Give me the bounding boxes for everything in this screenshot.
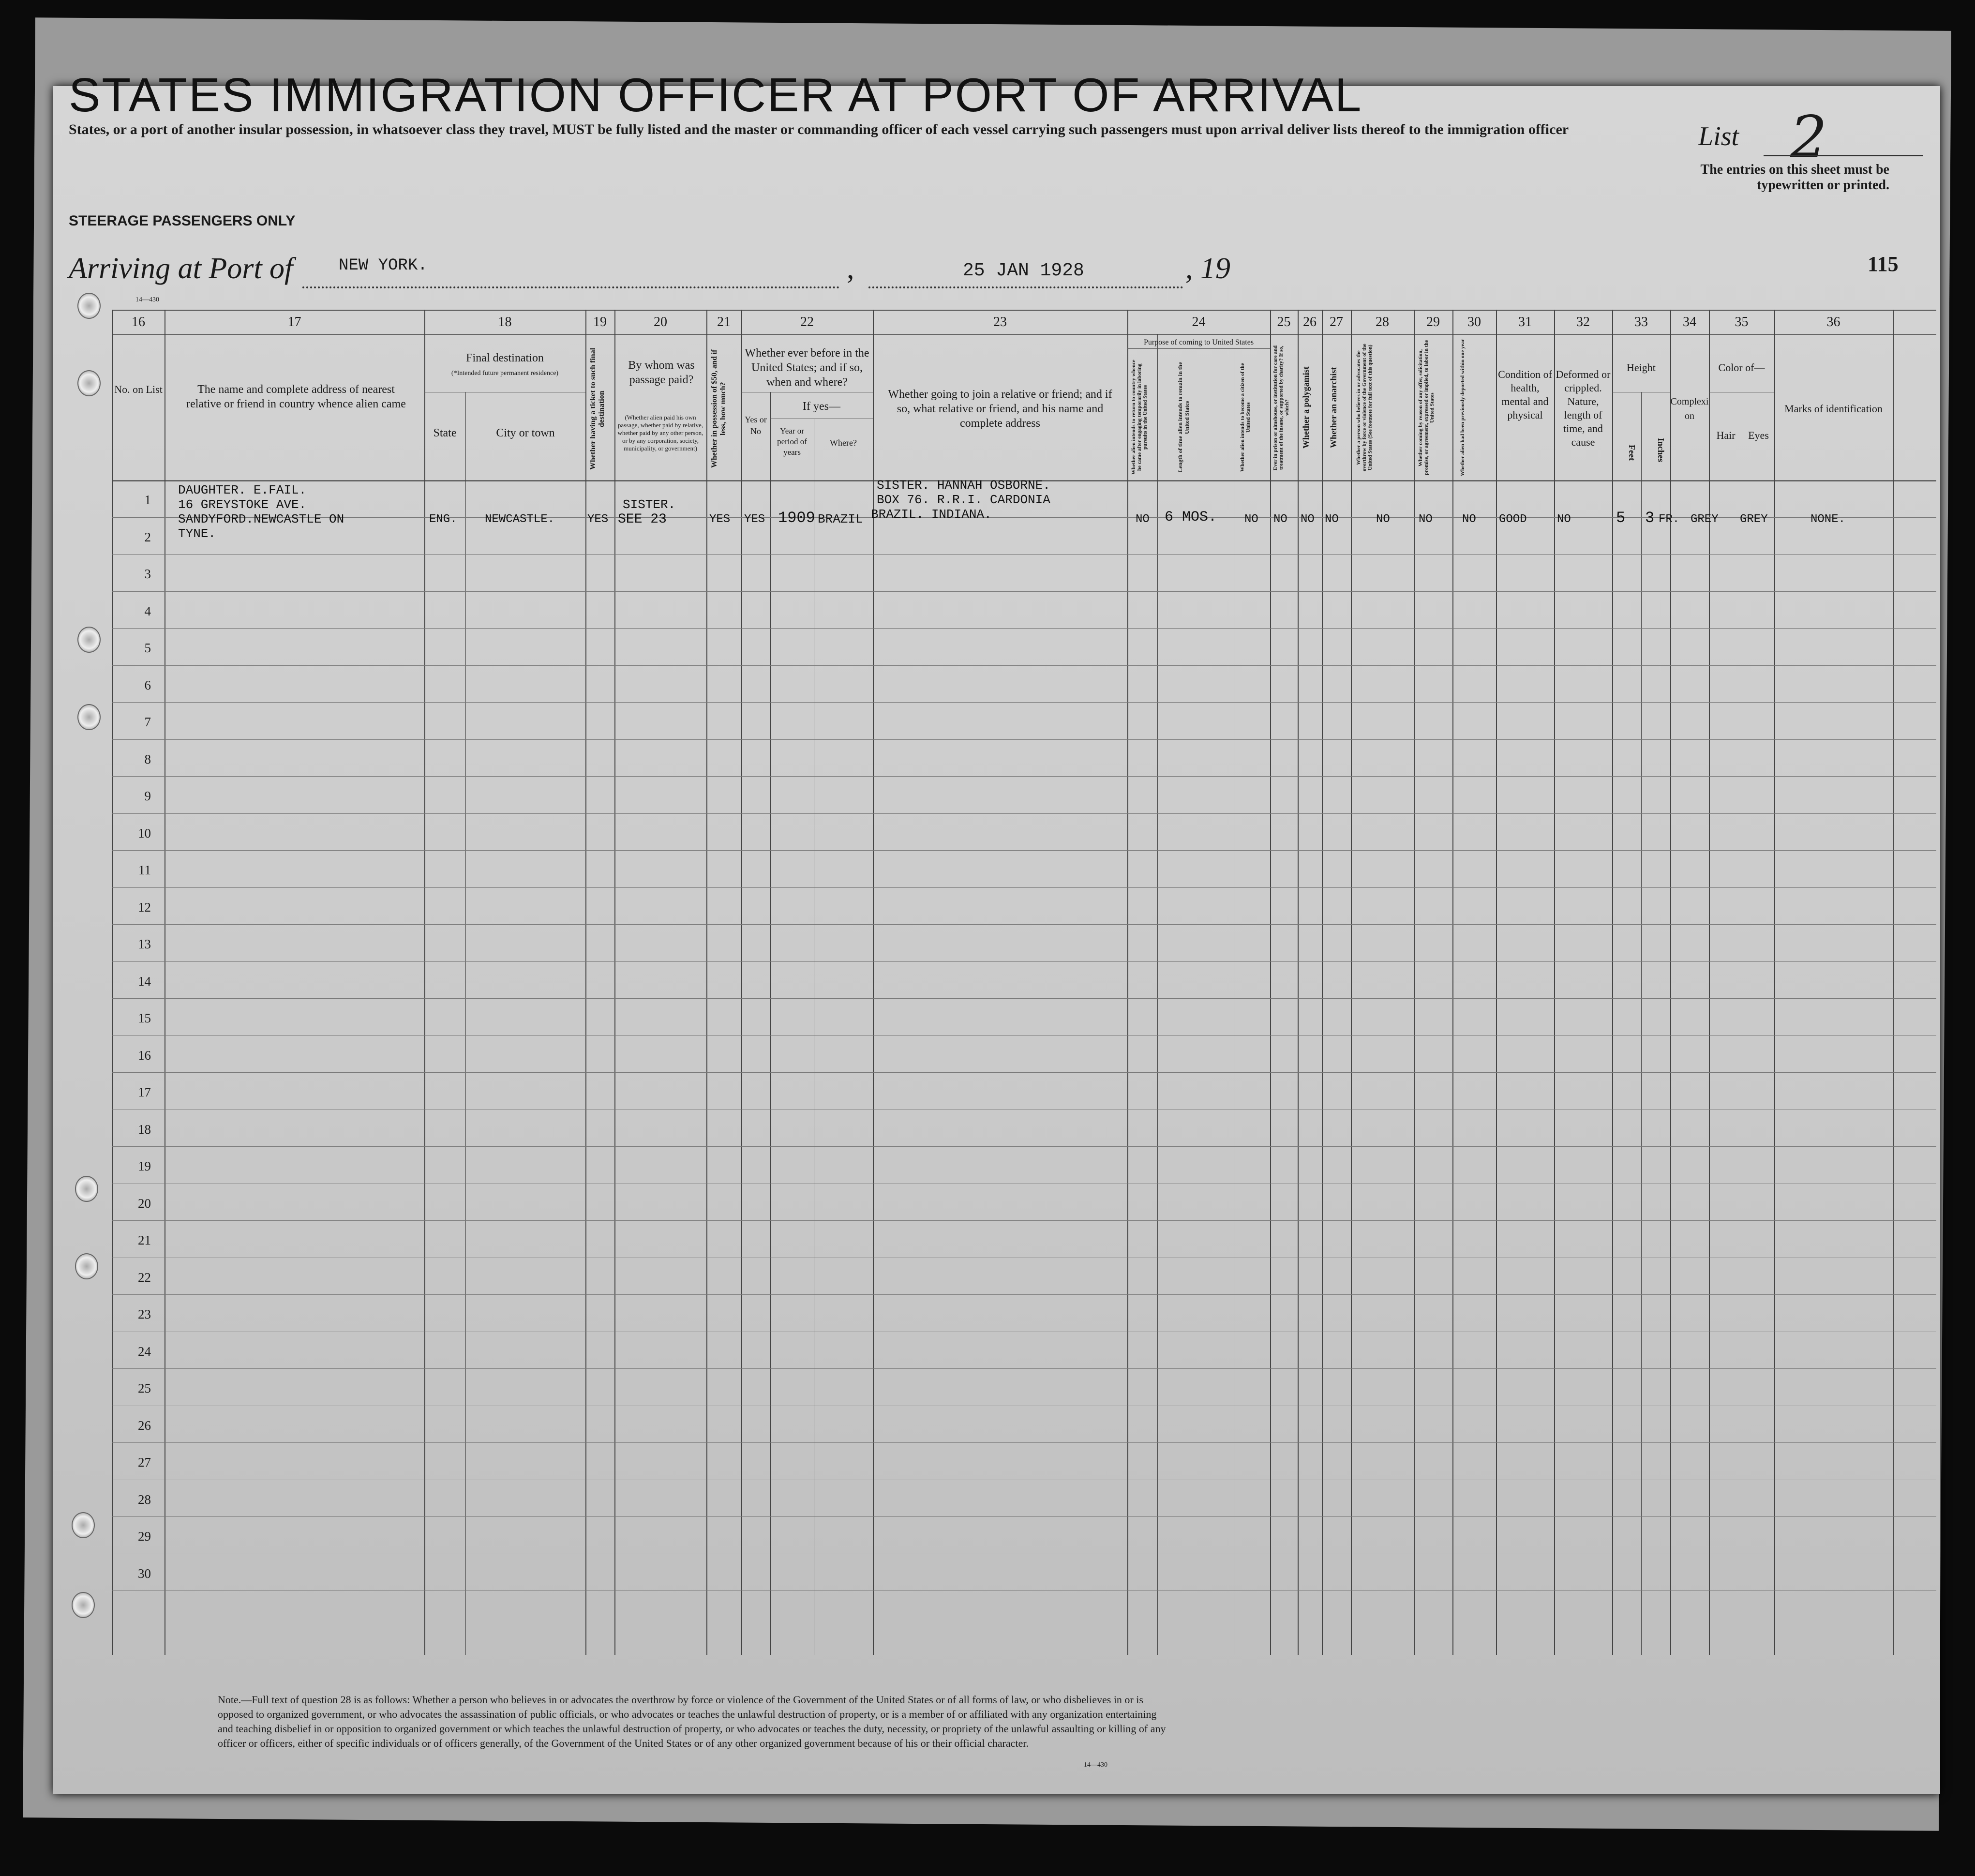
row-number: 28 (138, 1492, 151, 1507)
col-line (1322, 310, 1323, 1655)
header-length-of-stay: Length of time alien intends to remain in the United States (1177, 362, 1190, 473)
entry-state: ENG. (429, 513, 457, 526)
col-line (1270, 310, 1271, 1655)
row-number: 7 (144, 715, 151, 729)
punch-hole (72, 1592, 95, 1618)
row-number: 12 (138, 900, 151, 915)
header-anarchist: Whether an anarchist (1329, 367, 1338, 449)
entry-fifty: YES (709, 513, 731, 526)
column-number: 29 (1426, 315, 1440, 330)
header-state: State (433, 427, 457, 439)
table-row (112, 1072, 1936, 1073)
col-line (1351, 310, 1352, 1655)
header-passage-paid: By whom was passage paid? (628, 359, 695, 386)
column-number: 16 (132, 315, 145, 330)
header-join-relative: Whether going to join a relative or friend; and if so, what relative or friend, and his name and complete address (888, 388, 1112, 430)
table-row (112, 665, 1936, 666)
row-number: 2 (144, 529, 151, 544)
table-row (112, 850, 1936, 851)
table-row (112, 702, 1936, 703)
punch-hole (77, 293, 101, 319)
column-number: 26 (1303, 315, 1317, 330)
entry-ticket: YES (587, 513, 609, 526)
list-line (1764, 155, 1923, 156)
column-number: 17 (287, 315, 301, 330)
entry-join-3: BRAZIL. INDIANA. (871, 507, 992, 522)
header-ticket: Whether having a ticket to such final destination (589, 347, 606, 470)
row-number: 9 (144, 789, 151, 803)
col-line (1612, 310, 1613, 1655)
row-number: 10 (138, 825, 151, 840)
entry-citizen: NO (1244, 513, 1258, 526)
comma-separator: , (847, 252, 854, 285)
instruction-text: States, or a port of another insular possession, in whatsoever class they travel, MUST be fully listed and the master or commanding officer of each vessel carrying such passengers must upon arrival deliver lists thereof to the immigration officer (69, 121, 1569, 137)
column-number: 22 (800, 315, 814, 330)
header-ever-before: Whether ever before in the United States; and if so, when and where? (745, 347, 869, 389)
col-line (1298, 310, 1299, 1655)
col-line (706, 310, 707, 1655)
row-number: 3 (144, 567, 151, 581)
header-deported: Whether alien had been previously deported within one year (1460, 339, 1466, 477)
row-number: 27 (138, 1455, 151, 1470)
table-row (112, 924, 1936, 925)
table-row (112, 998, 1936, 999)
entry-length: 6 MOS. (1165, 509, 1217, 525)
table-row (112, 591, 1936, 592)
arrival-date: 25 JAN 1928 (963, 260, 1084, 281)
table-row (112, 1368, 1936, 1369)
entry-deported: NO (1462, 513, 1476, 526)
table-row (112, 628, 1936, 629)
header-if-yes: If yes— (803, 400, 840, 413)
entry-complexion: FR. (1659, 513, 1680, 526)
table-row (112, 1442, 1936, 1443)
column-number: 32 (1576, 315, 1590, 330)
header-overthrow: Whether a person who believes in or advocates the overthrow by force or violence of the Government of the United States (See footnote for full text of this question) (1356, 344, 1373, 472)
col-line (1774, 310, 1775, 1655)
header-intends-citizen: Whether alien intends to become a citizen of the United States (1240, 363, 1251, 472)
row-number: 5 (144, 641, 151, 655)
row-number: 24 (138, 1344, 151, 1359)
table-row (112, 1220, 1936, 1221)
list-number: 2 (1790, 104, 1827, 171)
header-health: Condition of health, mental and physical (1498, 368, 1552, 421)
passenger-class: STEERAGE PASSENGERS ONLY (69, 213, 296, 229)
row-number: 30 (138, 1566, 151, 1581)
column-number: 20 (654, 315, 667, 330)
entry-inches: 3 (1645, 509, 1655, 527)
table-row (112, 813, 1936, 814)
entry-relative-line4: TYNE. (178, 526, 216, 541)
table-row (112, 739, 1936, 740)
header-city: City or town (496, 427, 555, 439)
page-title: STATES IMMIGRATION OFFICER AT PORT OF ARRIVAL (69, 68, 1363, 121)
column-number: 33 (1634, 315, 1648, 330)
col-line (614, 310, 615, 1655)
row-number: 6 (144, 677, 151, 692)
header-color-of: Color of— (1718, 361, 1765, 374)
typewritten-note: The entries on this sheet must be typewritten or printed. (1700, 162, 1889, 193)
table-top-rule (112, 310, 1936, 311)
entry-deformed: NO (1557, 513, 1571, 526)
entry-prison: NO (1273, 513, 1287, 526)
column-number: 25 (1277, 315, 1291, 330)
entry-polygamist: NO (1301, 513, 1315, 526)
col-line (1414, 310, 1415, 1655)
col-line (465, 392, 466, 1655)
port-value: NEW YORK. (339, 256, 428, 275)
punch-hole (75, 1176, 98, 1202)
column-number: 31 (1518, 315, 1532, 330)
header-where: Where? (830, 438, 857, 448)
col-line (770, 392, 771, 1655)
row-number: 21 (138, 1233, 151, 1247)
header-final-destination-sub: (*Intended future permanent residence) (451, 370, 559, 377)
header-intends-return: Whether alien intends to return to country whence he came after engaging temporarily in laboring pursuits in the United States (1131, 360, 1148, 475)
header-fifty-dollars: Whether in possession of $50, and if less, how much? (710, 349, 727, 468)
table-row (112, 1516, 1936, 1517)
table-row (112, 1294, 1936, 1295)
header-no-on-list: No. on List (114, 383, 163, 395)
table-row (112, 776, 1936, 777)
entry-before: YES (744, 513, 765, 526)
entry-health: GOOD (1499, 513, 1527, 526)
entry-paid-by-1: SISTER. (623, 497, 676, 512)
col-line (424, 310, 425, 1655)
table-row (112, 961, 1936, 962)
column-number: 27 (1330, 315, 1343, 330)
header-yes-no: Yes or No (745, 415, 767, 436)
punch-hole (77, 370, 101, 396)
page-number: 115 (1868, 252, 1899, 276)
list-label: List (1698, 121, 1739, 151)
column-number: 21 (717, 315, 731, 330)
col-line (1641, 392, 1642, 1655)
row-number: 20 (138, 1196, 151, 1211)
row-number: 1 (144, 493, 151, 507)
column-number: 35 (1735, 315, 1749, 330)
col-line (112, 310, 113, 1655)
row-number: 23 (138, 1307, 151, 1321)
arriving-label: Arriving at Port of (69, 252, 293, 285)
header-complexion: Complexion (1670, 396, 1709, 421)
row-number: 11 (138, 863, 151, 877)
header-polygamist: Whether a polygamist (1301, 366, 1311, 449)
header-inches: Inches (1656, 437, 1666, 462)
row-number: 26 (138, 1418, 151, 1433)
table-row (112, 1146, 1936, 1147)
col-line (1709, 310, 1710, 1655)
col-line (1893, 310, 1894, 1655)
punch-hole (72, 1512, 95, 1538)
header-passage-paid-sub: (Whether alien paid his own passage, whether paid by relative, whether paid by any other person, or by any corporation, society, municipality, or government) (617, 414, 703, 452)
column-number: 34 (1683, 315, 1696, 330)
header-subrule (1127, 348, 1270, 349)
header-year: Year or period of years (777, 426, 807, 457)
entry-labor-offer: NO (1419, 513, 1433, 526)
header-hair: Hair (1716, 429, 1736, 441)
row-number: 17 (138, 1085, 151, 1099)
row-number: 4 (144, 603, 151, 618)
entry-hair: GREY (1691, 513, 1719, 526)
year-prefix: , 19 (1185, 252, 1230, 285)
entry-overthrow: NO (1376, 513, 1390, 526)
punch-hole (77, 627, 101, 653)
col-line (1157, 334, 1158, 1655)
col-line (741, 310, 742, 1655)
header-identification-marks: Marks of identification (1784, 403, 1883, 415)
row-number: 16 (138, 1048, 151, 1063)
entry-return: NO (1136, 513, 1150, 526)
column-number: 18 (498, 315, 512, 330)
entry-join-1: SISTER. HANNAH OSBORNE. (877, 478, 1050, 493)
row-number: 29 (138, 1529, 151, 1544)
header-eyes: Eyes (1748, 429, 1769, 441)
header-nearest-relative: The name and complete address of nearest relative or friend in country whence alien came (186, 383, 406, 410)
header-final-destination: Final destination (466, 352, 544, 364)
column-number: 28 (1376, 315, 1389, 330)
row-number: 18 (138, 1122, 151, 1137)
col-line (1496, 310, 1497, 1655)
column-number: 19 (593, 315, 607, 330)
entry-join-2: BOX 76. R.R.I. CARDONIA (877, 493, 1050, 507)
column-number: 24 (1192, 315, 1206, 330)
entry-eyes: GREY (1740, 513, 1768, 526)
entry-paid-by-2: SEE 23 (618, 512, 667, 527)
row-number: 19 (138, 1159, 151, 1173)
col-line (1554, 310, 1555, 1655)
footnote-question-28: Note.—Full text of question 28 is as follows: Whether a person who believes in or advocates the overthrow by force or violence of the Government of the United States or of all forms of law, or who disbelieves in or is opposed to organized government, or who advocates the assassination of public officials, or who advocates or teaches the unlawful destruction of property, or is a member of or affiliated with any organization entertaining and teaching disbelief in or opposition to organized government or which teaches the unlawful destruction of property, or who advocates or teaches the duty, necessity, or propriety of the unlawful assaulting or killing of any officer or officers, either of specific individuals or of officers generally, of the Government of the United States or of any other organized government because of his or their official character. (218, 1694, 1166, 1749)
col-line (1670, 310, 1671, 1655)
entry-marks: NONE. (1810, 513, 1846, 526)
entry-relative-line3: SANDYFORD.NEWCASTLE ON (178, 512, 344, 526)
colnum-rule (112, 334, 1936, 335)
row-number: 13 (138, 937, 151, 951)
table-row (112, 554, 1936, 555)
col-line (1452, 310, 1453, 1655)
punch-hole (75, 1253, 98, 1279)
header-purpose: Purpose of coming to United States (1143, 338, 1254, 346)
footnote-form-code: 14—430 (1084, 1761, 1107, 1769)
date-line (868, 286, 1183, 288)
row-number: 15 (138, 1011, 151, 1025)
header-deformed: Deformed or crippled. Nature, length of time, and cause (1556, 368, 1611, 448)
entry-relative-line1: DAUGHTER. E.FAIL. (178, 483, 307, 497)
port-line (302, 286, 839, 288)
column-number: 36 (1826, 315, 1840, 330)
entry-relative-line2: 16 GREYSTOKE AVE. (178, 497, 307, 512)
form-code: 14—430 (135, 296, 159, 303)
punch-hole (77, 704, 101, 730)
row-number: 8 (144, 751, 151, 766)
row-number: 25 (138, 1381, 151, 1396)
column-number: 23 (993, 315, 1007, 330)
col-line (585, 310, 586, 1655)
entry-feet: 5 (1616, 509, 1626, 527)
header-labor-offer: Whether coming by reason of any offer, solicitation, promise, or agreement, expressed or implied, to labor in the United States (1418, 340, 1435, 476)
header-height: Height (1627, 361, 1656, 374)
col-line (1127, 310, 1128, 1655)
header-prison: Ever in prison or almshouse, or institution for care and treatment of the insane, or supported by charity? If so, which? (1272, 345, 1290, 470)
row-number: 22 (138, 1270, 151, 1285)
entry-year: 1909 (778, 509, 815, 527)
column-number: 30 (1467, 315, 1481, 330)
entry-city: NEWCASTLE. (485, 513, 555, 526)
header-feet: Feet (1627, 444, 1637, 461)
entry-where: BRAZIL (818, 512, 863, 526)
manifest-table (112, 310, 1936, 1655)
row-number: 14 (138, 974, 151, 989)
entry-anarchist: NO (1325, 513, 1339, 526)
table-row (112, 887, 1936, 888)
